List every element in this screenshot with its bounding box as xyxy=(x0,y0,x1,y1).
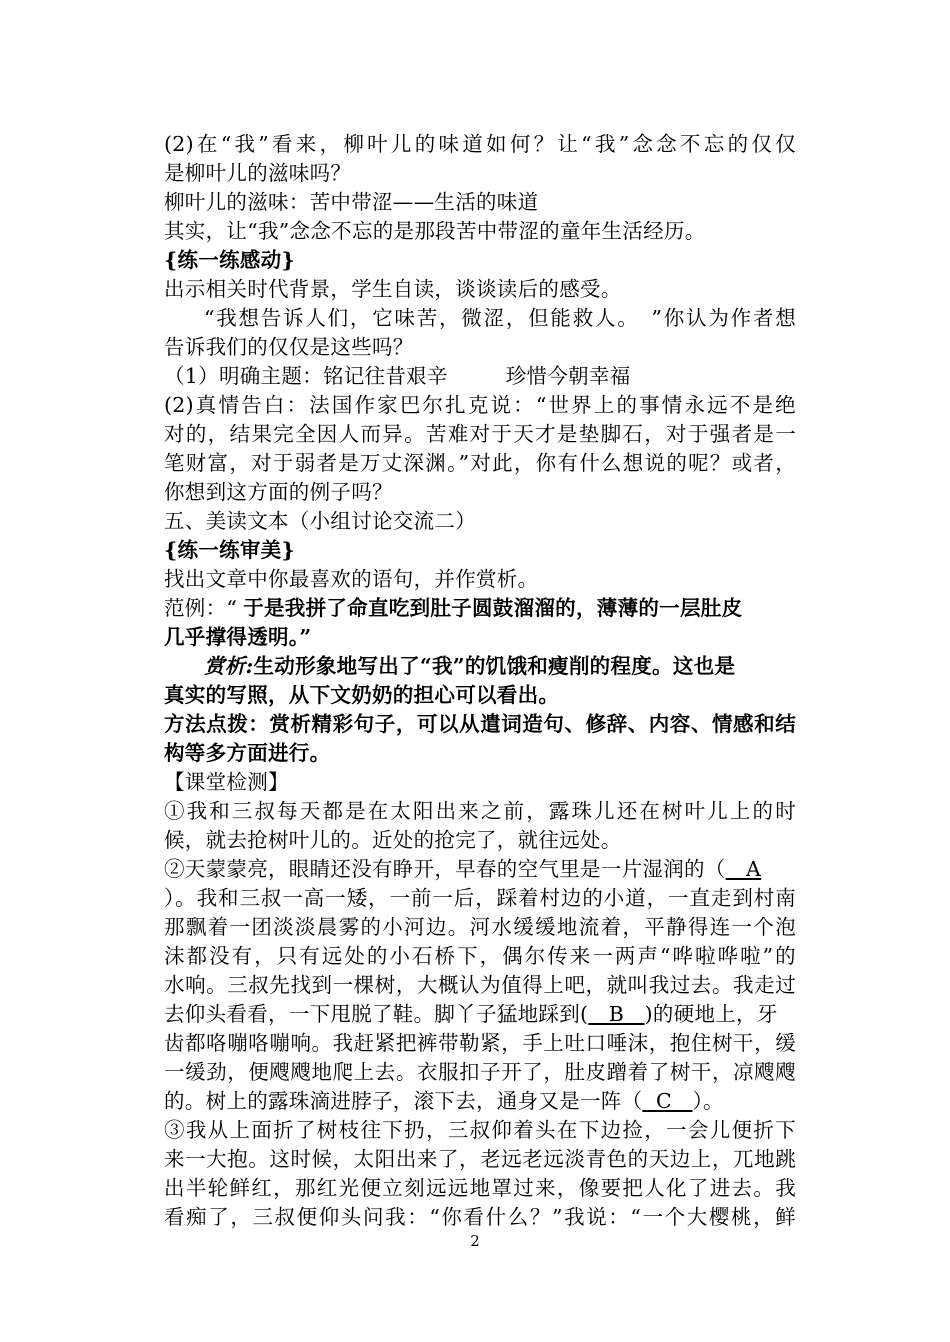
text-line: 是柳叶儿的滋味吗？ xyxy=(164,161,352,185)
passage-text: 的。树上的露珠滴进脖子，滚下去，通身又是一阵（ xyxy=(164,1089,643,1113)
analysis-text: 生动形象地写出了“我”的饥饿和瘦削的程度。这也是 xyxy=(253,654,736,678)
text-line: 那飘着一团淡淡晨雾的小河边。河水缓缓地流着，平静得连一个泡 xyxy=(164,915,796,939)
text-line: 你想到这方面的例子吗？ xyxy=(164,480,393,504)
text-line: 出示相关时代背景，学生自读，谈谈读后的感受。 xyxy=(164,277,622,301)
text-line: 看痴了，三叔便仰头问我：“你看什么？”我说：“一个大樱桃，鲜 xyxy=(164,1205,796,1229)
analysis-line xyxy=(204,651,796,681)
passage-text: 去仰头看看，一下甩脱了鞋。脚丫子猛地踩到( xyxy=(164,1002,589,1026)
text-line: 出半轮鲜红，那红光便立刻远远地罩过来，像要把人化了进去。我 xyxy=(164,1176,796,1200)
text-line: ③我从上面折了树枝往下扔，三叔仰着头在下边捡，一会儿便折下 xyxy=(164,1118,796,1142)
text-line xyxy=(164,1086,796,1116)
analysis-text: 真实的写照，从下文奶奶的担心可以看出。 xyxy=(164,683,560,707)
text-line: 候，就去抢树叶儿的。近处的抢完了，就往远处。 xyxy=(164,828,622,852)
text-line: 找出文章中你最喜欢的语句，并作赏析。 xyxy=(164,567,539,591)
passage-text: ）。 xyxy=(692,1089,724,1113)
passage-text: )的硬地上，牙 xyxy=(644,1002,778,1026)
text-line: “我想告诉人们，它味苦，微涩，但能救人。 ”你认为作者想 xyxy=(204,306,796,330)
text-line: 其实，让“我”念念不忘的是那段苦中带涩的童年生活经历。 xyxy=(164,219,706,243)
text-line: (2)在“我”看来，柳叶儿的味道如何？让“我”念念不忘的仅仅 xyxy=(164,132,796,156)
text-line: (2)真情告白：法国作家巴尔扎克说：“世界上的事情永远不是绝 xyxy=(164,393,796,417)
blank-a: A xyxy=(725,857,762,881)
blank-b: B xyxy=(588,1002,645,1026)
example-quote: 几乎撑得透明。” xyxy=(164,625,312,649)
text-line xyxy=(164,361,796,391)
section-heading: {练一练感动} xyxy=(164,248,295,272)
text-line: 沫都没有，只有远处的小石桥下，偶尔传来一两声“哗啦哗啦”的 xyxy=(164,944,796,968)
passage-text: ②天蒙蒙亮，眼睛还没有睁开，早春的空气里是一片湿润的（ xyxy=(164,857,726,881)
theme-part-1: （1）明确主题：铭记往昔艰辛 xyxy=(164,364,448,388)
text-line: 一缓劲，便飕飕地爬上去。衣服扣子开了，肚皮蹭着了树干，凉飕飕 xyxy=(164,1060,796,1084)
section-heading: {练一练审美} xyxy=(164,538,295,562)
example-line xyxy=(164,593,796,623)
page-number: 2 xyxy=(470,1232,480,1250)
example-label: 范例：“ xyxy=(164,596,238,620)
text-line: 笔财富，对于弱者是万丈深渊。”对此，你有什么想说的呢？或者， xyxy=(164,451,796,475)
text-line: 告诉我们的仅仅是这些吗？ xyxy=(164,335,414,359)
section-heading: 五、美读文本（小组讨论交流二） xyxy=(164,509,476,533)
example-quote: 于是我拼了命直吃到肚子圆鼓溜溜的，薄薄的一层肚皮 xyxy=(243,596,743,620)
blank-c: C xyxy=(642,1089,693,1113)
text-line: 水响。三叔先找到一棵树，大概认为值得上吧，就叫我过去。我走过 xyxy=(164,973,796,997)
text-line: 来一大抱。这时候，太阳出来了，老远老远淡青色的天边上，兀地跳 xyxy=(164,1147,796,1171)
method-tip: 构等多方面进行。 xyxy=(164,741,331,765)
text-line: 对的，结果完全因人而异。苦难对于天才是垫脚石，对于强者是一 xyxy=(164,422,796,446)
method-tip: 方法点拨：赏析精彩句子，可以从遣词造句、修辞、内容、情感和结 xyxy=(164,712,796,736)
text-line: 柳叶儿的滋味：苦中带涩——生活的味道 xyxy=(164,190,539,214)
text-line: ①我和三叔每天都是在太阳出来之前，露珠儿还在树叶儿上的时 xyxy=(164,799,796,823)
text-line: ）。我和三叔一高一矮，一前一后，踩着村边的小道，一直走到村南 xyxy=(164,886,796,910)
text-line xyxy=(164,999,796,1029)
text-line: 齿都咯嘣咯嘣响。我赶紧把裤带勒紧，手上吐口唾沫，抱住树干，缓 xyxy=(164,1031,796,1055)
text-line xyxy=(164,854,796,884)
theme-part-2: 珍惜今朝幸福 xyxy=(505,364,631,388)
analysis-label: 赏析: xyxy=(204,654,254,678)
section-heading: 【课堂检测】 xyxy=(164,770,289,794)
